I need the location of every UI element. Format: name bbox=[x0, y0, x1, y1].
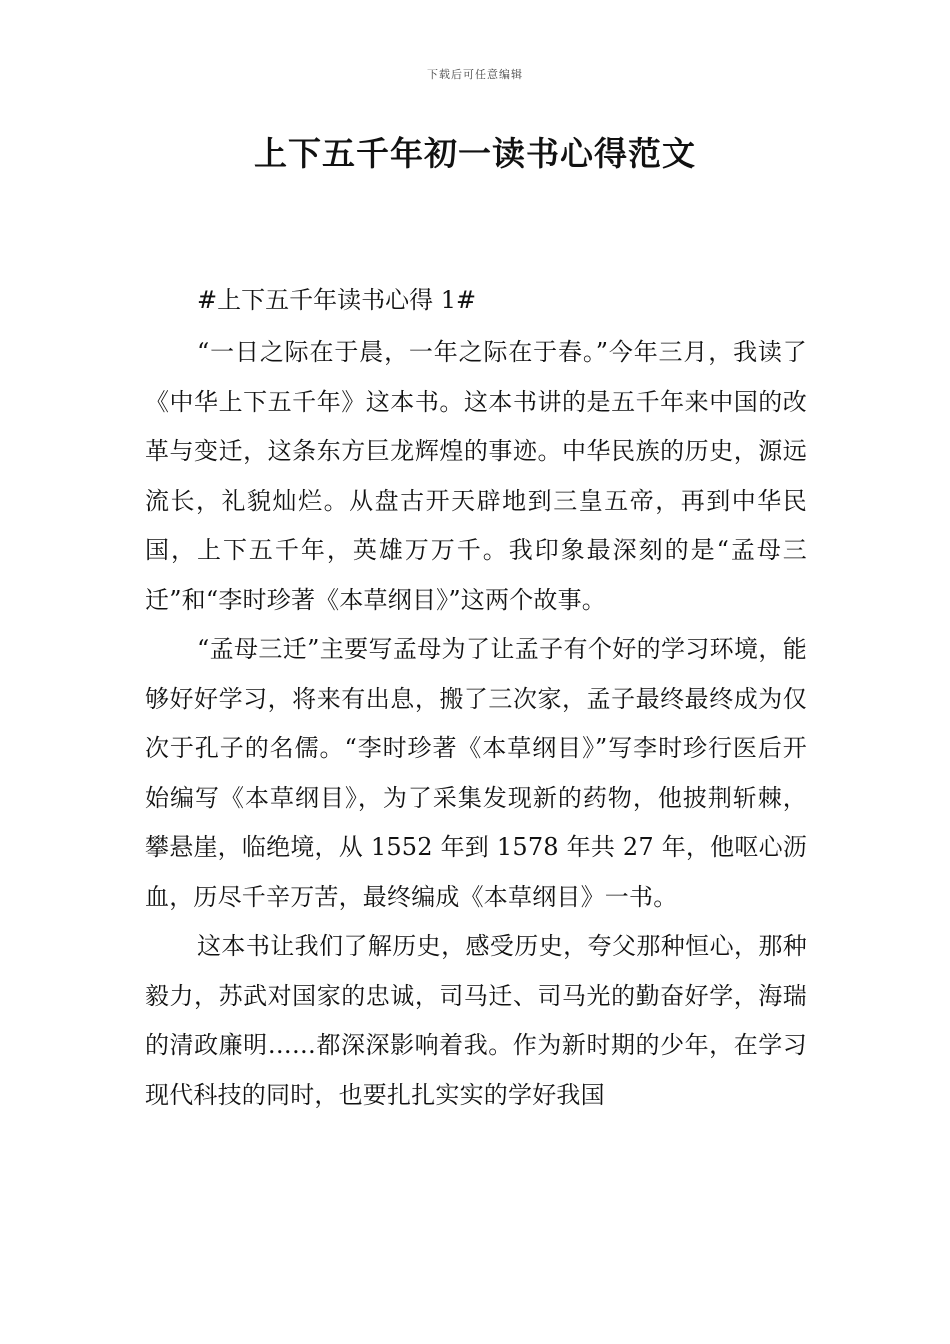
paragraph-2: “孟母三迁”主要写孟母为了让孟子有个好的学习环境，能够好好学习，将来有出息，搬了三次家，孟子最终最终成为仅次于孔子的名儒。“李时珍著《本草纲目》”写李时珍行医后开始编写《本草纲目》，为了采集发现新的药物，他披荆斩棘，攀悬崖，临绝境，从 1552 年到 1578 年共 27 年，他呕心沥血，历尽千辛万苦，最终编成《本草纲目》一书。 bbox=[145, 635, 807, 911]
paragraph-3: 这本书让我们了解历史，感受历史，夸父那种恒心，那种毅力，苏武对国家的忠诚，司马迁、司马光的勤奋好学，海瑞的清政廉明……都深深影响着我。作为新时期的少年，在学习现代科技的同时，也要扎扎实实的学好我国 bbox=[145, 932, 807, 1109]
document-body bbox=[145, 280, 807, 1120]
section-heading: #上下五千年读书心得 1# bbox=[197, 286, 477, 314]
document-title: 上下五千年初一读书心得范文 bbox=[254, 134, 696, 173]
header-note: 下载后可任意编辑 bbox=[427, 68, 523, 81]
paragraph-1: “一日之际在于晨，一年之际在于春。”今年三月，我读了《中华上下五千年》这本书。这本书讲的是五千年来中国的改革与变迁，这条东方巨龙辉煌的事迹。中华民族的历史，源远流长，礼貌灿烂。从盘古开天辟地到三皇五帝，再到中华民国，上下五千年，英雄万万千。我印象最深刻的是“孟母三迁”和“李时珍著《本草纲目》”这两个故事。 bbox=[145, 338, 807, 614]
